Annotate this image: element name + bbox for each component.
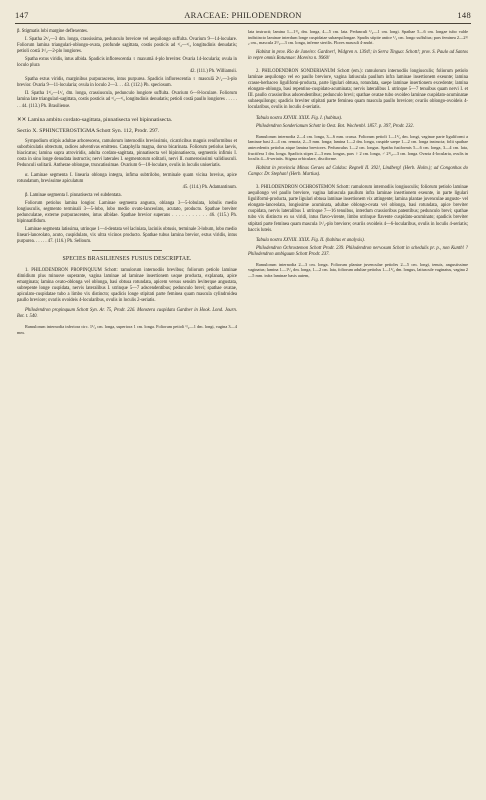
key-couplet-i: I. Spatha 2¹/₂—3 dm. longa, crassissima, pedunculo breviore vel aequilongo suffulta. Ovarium 9—14-loculare. Foliorum lamina triangulari-oblongo-ovata, profunde sagittata, costis posticis ad ¹/₂—¹/₃ longitudinis denudatis; petioli costā 1¹/₂—2-plo longiores. [17, 37, 237, 55]
page-number-right: 148 [457, 10, 471, 20]
section-divider [92, 250, 162, 251]
species-1-diagnosis: 1. PHILODENDRON PROPINQUUM Schott: ramulorum internodiis brevibus; foliorum petiolo laminae dimidium plus minusve superante, vagina laminae ad laminae insertionem usque producta, explanata, apice emarginata; lamina ovato-oblonga vel oblonga, basi obtusa rotundata, apicem versus sensim leviterque angustata, subrepente longe cuspidata, nervis lateralibus I. utrinque 5—7 adscendentibus; pedunculo brevi; spathae ovatae, apiculato-cuspidatae tubo a limbo vix distincto; spadicis longe stipitati parte feminea quam mascula cylindroidea paullo breviore; ovariis ovoideis 4-locularibus, ovulis in loculis 2-seriatis. [17, 267, 237, 303]
species-2-plate-ref: Tabula nostra XXVIII. XXIX. Fig. I. (habitus). [256, 115, 343, 121]
species-1-synonymy: Philodendron propinquum Schott Syn. Ar. 75, Prodr. 226. Monstera cuspidata Gardner in Hook. Lond. Journ. Bot. t. 540. [17, 307, 237, 319]
key-result-williamsii: 42. (111.) Ph. Williamsii. [189, 69, 237, 75]
key-result-adamantinum: 45. (114.) Ph. Adamantinum. [182, 184, 237, 190]
species-2-diagnosis: 2. PHILODENDRON SONDERIANUM Schott (em.): ramulorum internodiis longiusculis; foliorum petiolo laminae aequilongo vel eo paullo breviore, vagina latiuscula paullum infra laminae insertionem exeunte; lamina crasse-herbaceo ligulifomi-producta, parte ligulari obtusa, rotundata, saepe laminae insertionem excedente; lamina elongato-oblonga, basi repentino-cuspidato-acuminata; nervis lateralibus I. utrinque 5—7 tenuibus quam nervi I. et III. paullo crassioribus adscendentibus; pedunculo brevi; spathae ovatae tubo ovoideo laminae cuspidato-acuminatae subaequilongo; spadicis breviter stipitati parte feminea quam mascula paullo breviore; ovariis oblongo-ovoideis 4-locularibus, ovulis in loculis 4-seriatis. [248, 69, 468, 111]
species-1-description-cont: lata instructi; lamina 1—1¹/₂ dm. longa, 4—5 cm. lata. Pedunculi ¹/₂—1 cm. longi. Spathae 5—6 cm. longae tubo valde indistincto laminae interdum longe cuspidatae subaequilongae. Spadix stipite antice ¹/₂ cm. longo suffultus; pars feminea 2—2¹/₂ cm., mascula 2¹/₂—3 cm. longa, inferne sterilis. Flores masculi 4-andri. [248, 29, 468, 46]
species-1-habitat: Habitat in prov. Rio de Janeiro: Gardner!, Widgren n. 1394!; in Serra Tingua: Schott!; prov. S. Paulo ad Santos in vepre omnis Rotunnae: Moreira n. 9960! [248, 50, 468, 62]
key-lead-speciosum: Spatha extus viridis, marginibus purpurascens, intus purpurea. Spadicis inflorescentia ♀ masculā 2¹/₂—3-plo brevior. Ovaria 9—11-locularia; ovula in loculo 2—3. . . 43. (112.) Ph. speciosum. [17, 77, 237, 89]
section-description: Sympodium stirpis adultae arborescens, ramulorum internodiis brevissimis, cicatricibus magnis reniformibus et suborbiculatis obtectum, radices adventivas emittens. Cataphylla magna, dorso bicarinata. Foliorum petiolus laevis, biacicatus; lamina supra atroviridis, adulta cordato-sagittata, pinnatisecta vel bipinnatisecta, segmentis infimis I. costa in sinu longe denudata instructis; nervi laterales I. segmentorum solitarii, nervi II. numerosissimi validiusculi. Pedunculi solitarii. Antherae oblongae, truncatissimae. Ovarium 6—10-loculare, ovulis in loculis uniseriatis. [17, 138, 237, 168]
species-3-diagnosis: 3. PHILODENDRON OCHROSTEMON Schott: ramulorum internodiis longiusculis; foliorum petiolo laminae aequilongo vel paullo breviore, vagina latiuscula paullum infra laminae insertionem exeunte, in parte ligulari liguliformi-producta, parte ligulari obtusa laminae insertionem vix attingente; lamina plantae juvenculae angusto- vel elongato-lanceolata, longissime acuminata, adultae oblongo-ovata vel oblonga, basi rotundata, apice breviter cuspidata, nervis lateralibus I. utrinque 7—16 tenuibus, interdum crassioribus patentibus; pedunculo brevi; spathae tubo vix distincto ex us viridi, intus flavo-virente, limbo utrinque flavente cuspidato-acuminato; spadicis breviter stipitati parte feminea quam mascula 1¹/₂-plo breviore; ovariis ovoideis 4—6-locularibus, ovulis in loculis 4-seriatis; baccis luteis. [248, 185, 468, 233]
right-column [248, 29, 468, 279]
species-2-description: Ramulorum internodia 2—4 cm. longa, 3—6 mm. crassa. Foliorum petioli 1—1¹/₂ dm. longi, vaginae parte liguliformi a laminae basi 2—4 cm. remota, 2—5 mm. longa; lamina 1—2 dm. longa, cuspide saepe 1—2 cm. longa instructa; folii spathae antecedentis petiolus atque lamina breviores. Pedunculus 1—2 cm. longus. Spatha fusiformis 5—6 cm. longa, 3—4 cm. lata, fructifera 1 dm. longa. Spadicis stipes 2—3 mm. longus, pars ♀ 2 cm. longa, ♂ 2¹/₂—3 cm. longa. Ovaria 4-locularia, ovulis in loculis 4—6-seriatis. Stigma orbiculare, disciforme. [248, 133, 468, 162]
section-heading: Sectio X. SPHINCTEROSTIGMA Schott Syn. 112, Prodr. 297. [17, 127, 160, 134]
species-1-description: Ramulorum internodia inferiora circ. 1¹/₂ cm. longa, superiora 1 cm. longa. Foliorum petioli ¹/₂—1 dm. longi, vagina 3—4 mm. [17, 323, 237, 335]
species-2-synonymy: Philodendron Sonderianum Schott in Oest. Bot. Wochenbl. 1857. p. 397, Prodr. 232. [256, 123, 414, 129]
key-lead-adamantinum: α. Laminae segmenta I. linearia oblonga integra, infima subtrilobo, terminale quam vicina brevius, apice rotundatum, brevissime apiculatum [17, 172, 237, 184]
running-header [15, 10, 471, 24]
key-lead-selloum: Laminae segmenta latissima, utrinque 1—4-dentata vel laciniata, laciniis obtusis, terminale 3-lobum, lobo medio lineari-lanceolato, acuto, cuspidulato, vix ultra vicinos producto. Spathae tubus lamina brevior, extus viridis, intus purpurea. . . . . . 47. (116.) Ph. Selloum. [17, 227, 237, 245]
header-rule [15, 23, 471, 24]
running-title: ARACEAE: PHILODENDRON [184, 10, 302, 20]
species-3-plate-ref: Tabula nostra XXVIII. XXIX. Fig. II. (habitus et analysis). [256, 237, 365, 243]
key-couplet-ii: II. Spatha 1¹/₂—1¹/₂ dm. longa, crassiuscula, pedunculo longiore suffulta. Ovarium 6—8-loculare. Foliorum lamina late triangulari-sagittata, costis posticis ad ¹/₂—¹/₃ longitudinis denudatis; petioli costā paullo longiores . . . . . . . 44. (113.) Ph. Brasiliense. [17, 91, 237, 109]
key-heading-lamina: ✕✕ Lamina ambitu cordato-sagittata, pinnatisecta vel bipinnatisecta. [17, 116, 173, 123]
species-section-heading: SPECIES BRASILIENSES FUSIUS DESCRIPTAE. [62, 256, 192, 263]
species-2-habitat: Habitat in provincia Minas Geraes ad Caldas: Regnell II. 392!, Lindberg! (Herb. Holm.); ad Congonhas do Campo: Dr. Stephan! (Herb. Martius). [248, 166, 468, 178]
key-heading-beta: β. Stigmatis lobi margine deflexentes. [17, 29, 89, 34]
species-3-synonymy: Philodendron Ochrostemon Schott Prodr. 239. Philodendron nervosum Schott in schedulis pr. p., non Kunth! ? Philodendron ambiguum Schott Prodr. 237. [248, 245, 468, 257]
key-lead-williamsii: Spatha extus viridis, intus albida. Spadicis inflorescentia ♀ maxumā 4-plo breviter. Ovaria 14-locularia; ovula in loculo plura [17, 57, 237, 69]
key-lead-bipinnatifidum: Foliorum petiolus lamina longior. Laminae segmenta angusta, oblanga 3—5-lobulata, lobulis medio longiusculis, segmento terminali 3—5-lobo, lobo medio ovato-lanceolato, acutato, producto. Spathae breviter pedunculatae, externe purpurascentes, intus albidae. Spathae brevior superans . . . . . . . . . . . 46. (115.) Ph. bipinnatifidum. [17, 200, 237, 225]
species-3-description: Ramulorum internodia 2—3 cm. longa. Foliorum plantae juvenculae petioles 2—5 cm. longi, tenuis, angustissime vaginatus; lamina 1—1¹/₂ dm. longa, 1—2 cm. lata, foliorum adultae petiolus 1—1¹/₂ dm. longus, latiuscule vaginatus, vagina 2—5 mm. infra laminae basis autem, [248, 261, 468, 279]
page-number-left: 147 [15, 10, 29, 20]
key-heading-beta-segmenta: β. Laminae segmenta I. pinnatisecta vel subdentata. [25, 192, 122, 198]
left-column [17, 29, 237, 335]
